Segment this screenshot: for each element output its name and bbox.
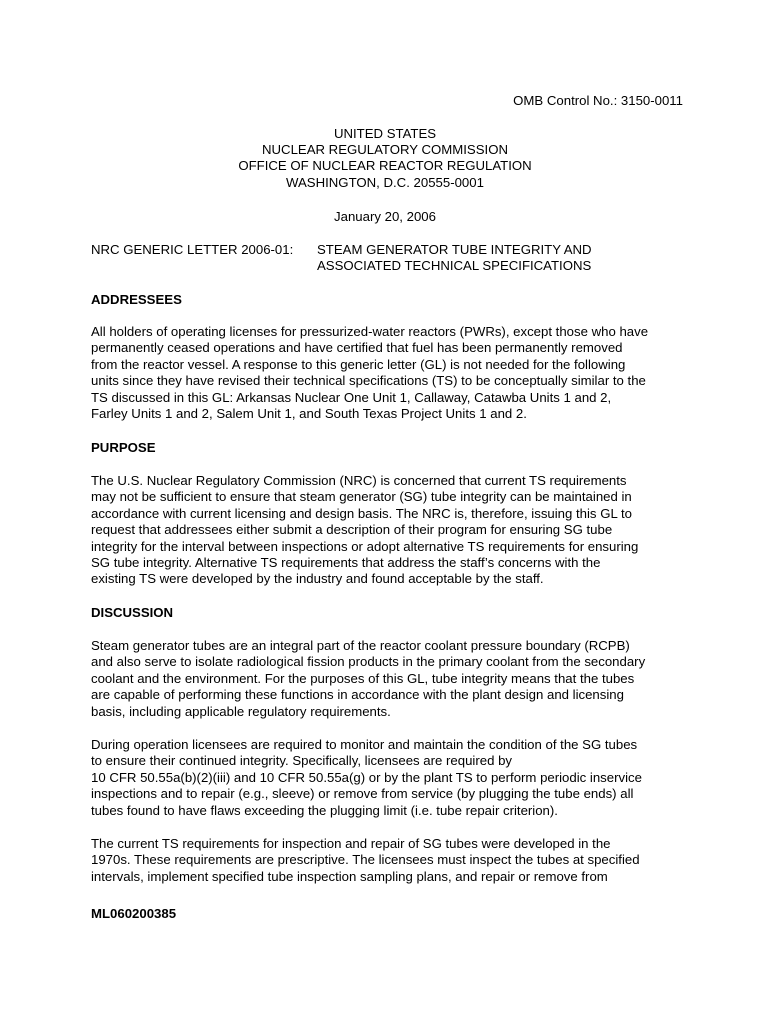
text-line: 10 CFR 50.55a(b)(2)(iii) and 10 CFR 50.55a(g) or by the plant TS to perform periodic inservice (91, 769, 642, 785)
text-line: request that addressees either submit a description of their program for ensuring SG tube (91, 522, 613, 538)
text-line: are capable of performing these functions in accordance with the plant design and licensing (91, 687, 624, 703)
addressees-heading: ADDRESSEES (91, 292, 182, 307)
text-line: SG tube integrity. Alternative TS requirements that address the staff’s concerns with the (91, 555, 601, 571)
agency-block (0, 126, 770, 191)
text-line: accordance with current licensing and design basis. The NRC is, therefore, issuing this GL to (91, 505, 632, 521)
text-line: coolant and the environment. For the purposes of this GL, tube integrity means that the tubes (91, 670, 635, 686)
text-line: existing TS were developed by the industry and found acceptable by the staff. (91, 571, 544, 587)
text-line: units since they have revised their technical specifications (TS) to be conceptually similar to the (91, 373, 646, 389)
addressees-paragraph (91, 324, 691, 422)
discussion-paragraph-3 (91, 836, 691, 885)
text-line: and also serve to isolate radiological fission products in the primary coolant from the secondary (91, 654, 646, 670)
text-line: TS discussed in this GL: Arkansas Nuclear One Unit 1, Callaway, Catawba Units 1 and 2, (91, 389, 612, 405)
text-line: permanently ceased operations and have certified that fuel has been permanently removed (91, 340, 623, 356)
text-line: All holders of operating licenses for pressurized-water reactors (PWRs), except those who have (91, 324, 649, 339)
text-line: basis, including applicable regulatory requirements. (91, 703, 391, 719)
text-line: to ensure their continued integrity. Specifically, licensees are required by (91, 753, 513, 769)
subject-line: ASSOCIATED TECHNICAL SPECIFICATIONS (317, 258, 592, 274)
text-line: During operation licensees are required to monitor and maintain the condition of the SG tubes (91, 737, 638, 752)
discussion-paragraph-2 (91, 737, 691, 819)
text-line: may not be sufficient to ensure that steam generator (SG) tube integrity can be maintained in (91, 489, 632, 505)
agency-line: OFFICE OF NUCLEAR REACTOR REGULATION (238, 158, 532, 174)
subject-block (91, 242, 592, 275)
purpose-paragraph (91, 473, 691, 588)
text-line: from the reactor vessel. A response to this generic letter (GL) is not needed for the following (91, 356, 626, 372)
subject-label: NRC GENERIC LETTER 2006-01: (91, 242, 294, 257)
agency-line: WASHINGTON, D.C. 20555-0001 (286, 174, 484, 190)
letter-date: January 20, 2006 (334, 209, 436, 224)
omb-control-number: OMB Control No.: 3150-0011 (513, 93, 683, 108)
text-line: Steam generator tubes are an integral part of the reactor coolant pressure boundary (RCPB) (91, 638, 630, 653)
text-line: inspections and to repair (e.g., sleeve) or remove from service (by plugging the tube ends) all (91, 786, 634, 802)
accession-number: ML060200385 (91, 906, 177, 921)
discussion-paragraph-1 (91, 638, 691, 720)
purpose-heading: PURPOSE (91, 440, 156, 455)
agency-line: NUCLEAR REGULATORY COMMISSION (262, 142, 508, 158)
text-line: integrity for the interval between inspections or adopt alternative TS requirements for ensuring (91, 538, 639, 554)
text-line: The U.S. Nuclear Regulatory Commission (NRC) is concerned that current TS requirements (91, 473, 627, 488)
agency-line: UNITED STATES (333, 126, 437, 141)
text-line: tubes found to have flaws exceeding the plugging limit (i.e. tube repair criterion). (91, 802, 558, 818)
text-line: Farley Units 1 and 2, Salem Unit 1, and South Texas Project Units 1 and 2. (91, 406, 527, 422)
text-line: 1970s. These requirements are prescriptive. The licensees must inspect the tubes at specified (91, 852, 640, 868)
discussion-heading: DISCUSSION (91, 605, 174, 620)
subject-line: STEAM GENERATOR TUBE INTEGRITY AND (317, 242, 592, 257)
text-line: intervals, implement specified tube inspection sampling plans, and repair or remove from (91, 868, 608, 884)
text-line: The current TS requirements for inspection and repair of SG tubes were developed in the (91, 836, 611, 851)
